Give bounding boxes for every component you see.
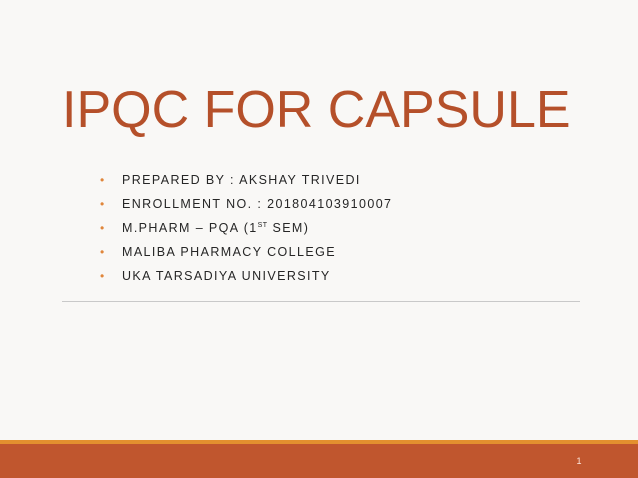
footer-bar bbox=[0, 444, 638, 478]
bullet-text-before: M.PHARM – PQA (1 bbox=[122, 221, 258, 235]
bullet-item-college bbox=[100, 240, 392, 264]
divider-line bbox=[62, 301, 580, 302]
bullet-text: ENROLLMENT NO. : 201804103910007 bbox=[122, 197, 393, 211]
bullet-marker-icon: • bbox=[100, 197, 105, 211]
page-number: 1 bbox=[576, 456, 582, 466]
bullet-item-program bbox=[100, 216, 392, 240]
bullet-item-prepared-by bbox=[100, 168, 392, 192]
bullet-text: MALIBA PHARMACY COLLEGE bbox=[122, 245, 336, 259]
bullet-item-university bbox=[100, 264, 392, 288]
bullet-marker-icon: • bbox=[100, 245, 105, 259]
bullet-marker-icon: • bbox=[100, 173, 105, 187]
slide-title: IPQC FOR CAPSULE bbox=[62, 81, 571, 139]
bullet-text: UKA TARSADIYA UNIVERSITY bbox=[122, 269, 331, 283]
bullet-text: PREPARED BY : AKSHAY TRIVEDI bbox=[122, 173, 361, 187]
bullet-text-after: SEM) bbox=[267, 221, 310, 235]
bullet-marker-icon: • bbox=[100, 221, 105, 235]
bullet-item-enrollment bbox=[100, 192, 392, 216]
bullet-marker-icon: • bbox=[100, 269, 105, 283]
bullet-superscript: ST bbox=[257, 221, 268, 229]
bullet-list bbox=[100, 168, 392, 288]
